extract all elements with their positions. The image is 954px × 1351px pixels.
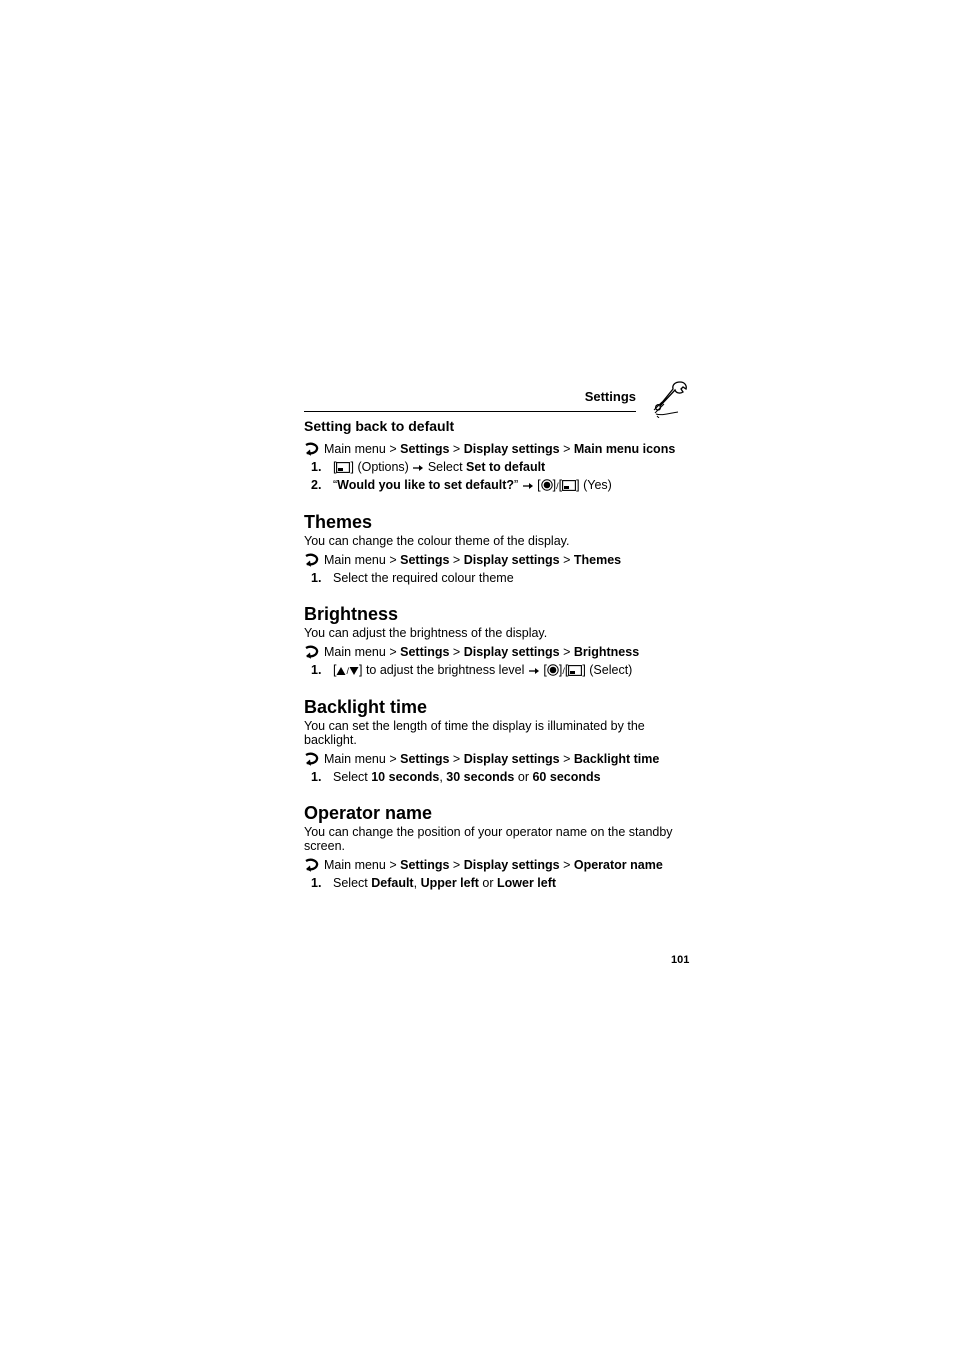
- step-item: [304, 663, 694, 678]
- section-title: Brightness: [304, 604, 399, 624]
- right-arrow-icon: [412, 463, 424, 473]
- path-separator: >: [563, 442, 571, 456]
- section-description: You can adjust the brightness of the display.: [304, 626, 548, 640]
- path-display-settings: Display settings: [463, 752, 560, 766]
- path-separator: >: [389, 645, 397, 659]
- option-default: Default: [371, 876, 414, 890]
- menu-path: [304, 752, 694, 766]
- step-select: (Select): [589, 663, 633, 677]
- option-30-seconds: 30 seconds: [446, 770, 515, 784]
- step-text: [333, 770, 601, 784]
- curved-arrow-icon: [304, 645, 320, 659]
- page-number: 101: [671, 954, 690, 966]
- center-key-icon: [541, 479, 553, 491]
- path-separator: >: [452, 858, 461, 872]
- step-set-default: Set to default: [466, 460, 546, 474]
- option-10-seconds: 10 seconds: [371, 770, 440, 784]
- option-lower-left: Lower left: [497, 876, 557, 890]
- subsection-title: Setting back to default: [304, 418, 455, 434]
- step-select: Select: [427, 460, 463, 474]
- section-brightness: [304, 603, 694, 678]
- path-display-settings: Display settings: [463, 645, 560, 659]
- or-word: or: [517, 770, 529, 784]
- step-item: [304, 876, 694, 890]
- softkey-left-icon: [336, 462, 350, 473]
- path-main: Main menu: [324, 645, 386, 659]
- path-separator: >: [563, 752, 571, 766]
- step-yes: (Yes): [583, 478, 612, 492]
- path-separator: >: [452, 553, 461, 567]
- section-themes: [304, 511, 694, 585]
- quote-open: “: [333, 478, 338, 492]
- step-select: Select: [333, 876, 368, 890]
- softkey-left-icon: [568, 665, 582, 676]
- path-main: Main menu: [324, 442, 386, 456]
- option-upper-left: Upper left: [420, 876, 479, 890]
- path-settings: Settings: [400, 858, 450, 872]
- path-backlight-time: Backlight time: [573, 752, 660, 766]
- path-display-settings: Display settings: [463, 553, 560, 567]
- step-text: [ / ] to adjust the brightness level [ ]/[ ] (Select): [333, 663, 633, 677]
- path-separator: >: [563, 553, 571, 567]
- path-settings: Settings: [400, 752, 450, 766]
- section-title: Backlight time: [304, 697, 428, 717]
- down-triangle-icon: [349, 666, 359, 676]
- path-separator: >: [389, 442, 397, 456]
- path-settings: Settings: [400, 442, 450, 456]
- header-label: Settings: [584, 389, 636, 404]
- step-text: “Would you like to set default?” [ ]/[ ] (Yes): [333, 478, 612, 492]
- curved-arrow-icon: [304, 442, 320, 456]
- or-word: or: [482, 876, 494, 890]
- menu-path: [304, 442, 694, 456]
- step-number: 1.: [311, 663, 322, 677]
- softkey-left-icon: [562, 480, 576, 491]
- path-settings: Settings: [400, 553, 450, 567]
- path-separator: >: [389, 858, 397, 872]
- path-main: Main menu: [324, 858, 386, 872]
- path-separator: >: [563, 858, 571, 872]
- path-separator: >: [563, 645, 571, 659]
- step-number: 1.: [311, 876, 322, 890]
- step-options: (Options): [357, 460, 409, 474]
- curved-arrow-icon: [304, 858, 320, 872]
- step-text: Select the required colour theme: [333, 571, 514, 585]
- path-main: Main menu: [324, 553, 386, 567]
- section-description: You can change the colour theme of the display.: [304, 534, 570, 548]
- comma: ,: [439, 770, 443, 784]
- menu-path: [304, 858, 694, 872]
- path-separator: >: [389, 752, 397, 766]
- path-separator: >: [452, 752, 461, 766]
- step-item: [304, 478, 694, 493]
- path-separator: >: [389, 553, 397, 567]
- step-number: 1.: [311, 460, 322, 474]
- up-triangle-icon: [336, 666, 346, 676]
- step-adjust: to adjust the brightness level: [365, 663, 525, 677]
- page-header: [304, 376, 636, 412]
- path-settings: Settings: [400, 645, 450, 659]
- step-item: [304, 460, 694, 474]
- section-title: Themes: [304, 512, 373, 532]
- wrench-icon: [652, 380, 688, 418]
- menu-path: [304, 645, 694, 659]
- step-question: Would you like to set default?: [337, 478, 515, 492]
- right-arrow-icon: [522, 481, 534, 491]
- path-separator: >: [452, 645, 461, 659]
- step-text: [ ] (Options) Select Set to default: [333, 460, 546, 474]
- step-number: 1.: [311, 571, 322, 585]
- path-themes: Themes: [573, 553, 622, 567]
- path-display-settings: Display settings: [463, 858, 560, 872]
- path-display-settings: Display settings: [463, 442, 560, 456]
- section-backlight-time: [304, 696, 694, 784]
- path-brightness: Brightness: [573, 645, 640, 659]
- right-arrow-icon: [528, 666, 540, 676]
- section-description: You can change the position of your operator name on the standby screen.: [304, 825, 673, 853]
- center-key-icon: [547, 664, 559, 676]
- quote-close: ”: [514, 478, 519, 492]
- section-title: Operator name: [304, 803, 433, 823]
- path-operator-name: Operator name: [573, 858, 663, 872]
- section-description: You can set the length of time the display is illuminated by the backlight.: [304, 719, 645, 747]
- step-number: 1.: [311, 770, 322, 784]
- step-text: [333, 876, 556, 890]
- step-item: [304, 770, 694, 784]
- menu-path: [304, 553, 694, 567]
- path-separator: >: [452, 442, 461, 456]
- section-operator-name: [304, 802, 694, 890]
- manual-page: [304, 376, 694, 890]
- comma: ,: [413, 876, 418, 890]
- step-select: Select: [333, 770, 368, 784]
- path-main: Main menu: [324, 752, 386, 766]
- curved-arrow-icon: [304, 553, 320, 567]
- path-main-menu-icons: Main menu icons: [573, 442, 676, 456]
- curved-arrow-icon: [304, 752, 320, 766]
- step-item: [304, 571, 694, 585]
- step-number: 2.: [311, 478, 322, 492]
- option-60-seconds: 60 seconds: [532, 770, 601, 784]
